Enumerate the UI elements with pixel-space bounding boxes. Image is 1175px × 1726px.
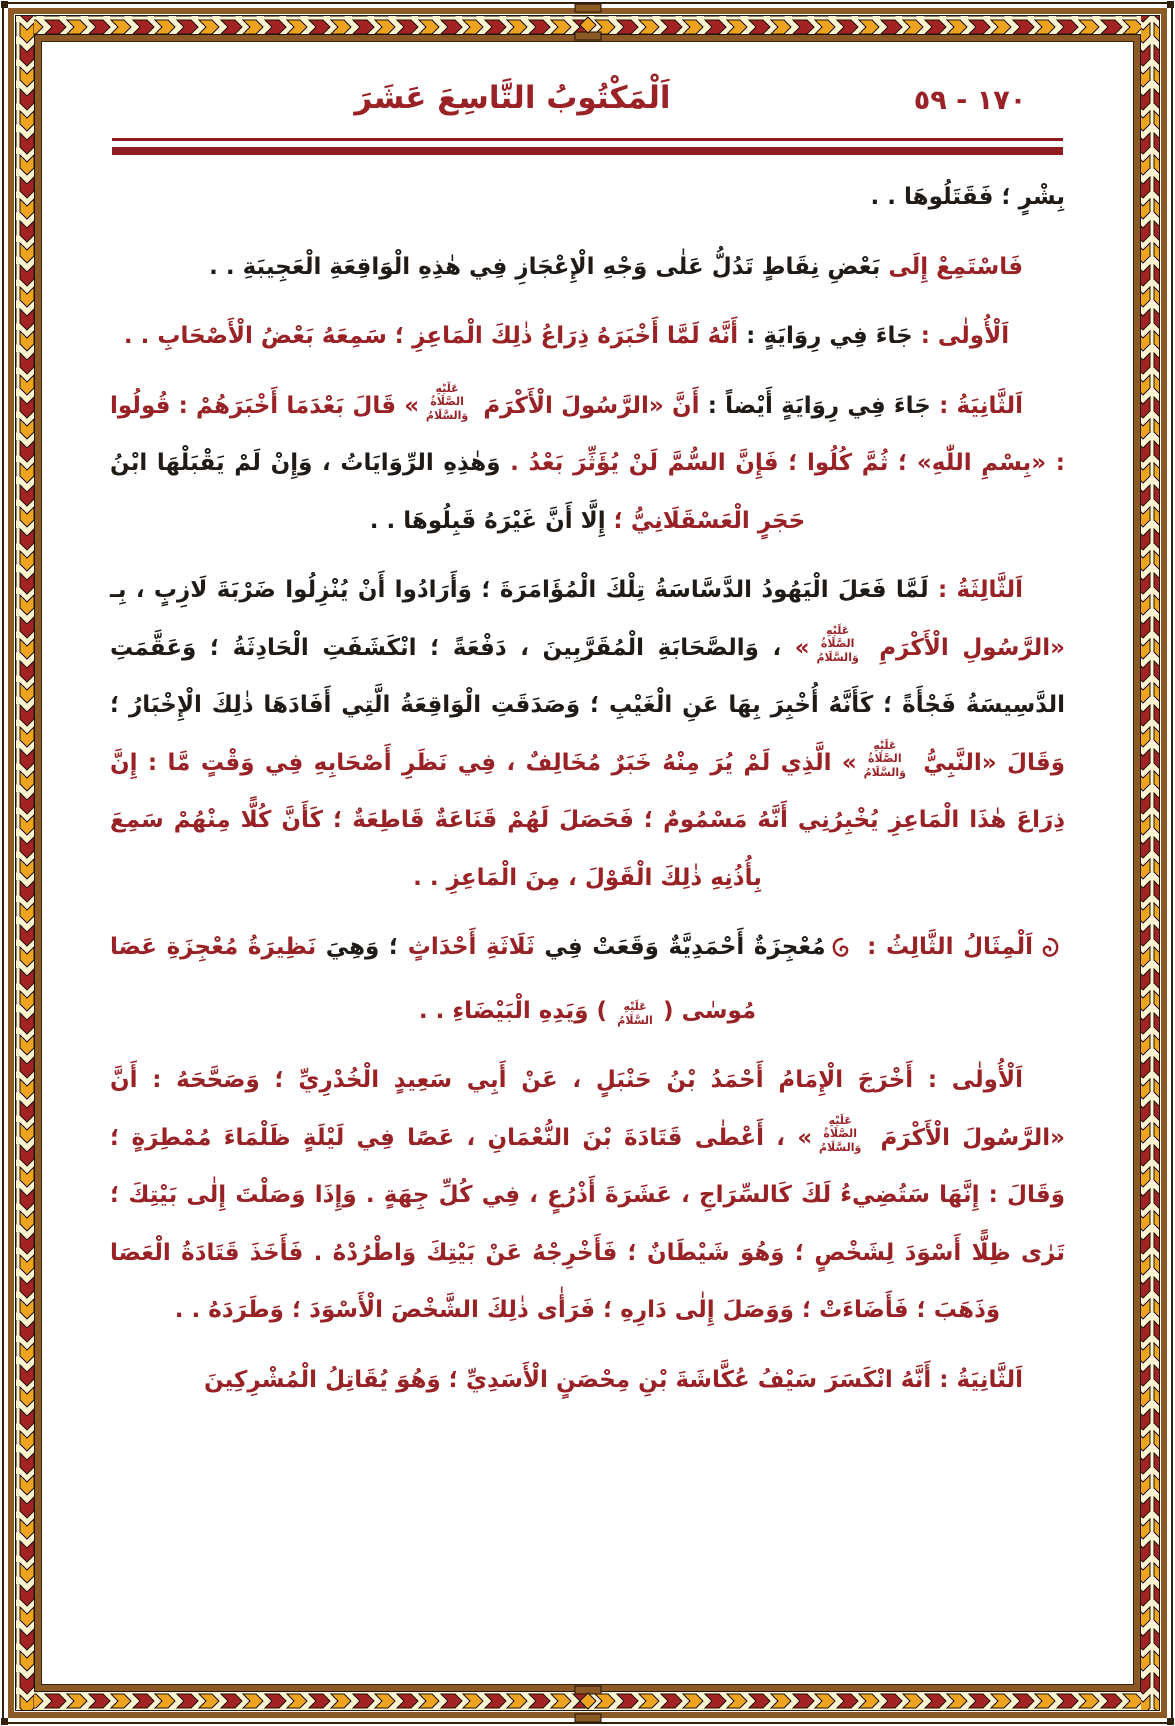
point-label: اَلْأُولٰى : (913, 1067, 1023, 1093)
text-run: جَاءَ فِي رِوَايَةٍ أَيْضاً : (699, 392, 931, 419)
page-content (46, 44, 1129, 1680)
calligraphic-swirl-icon (1037, 925, 1061, 983)
point-label: اَلثَّانِيَةُ : (930, 392, 1023, 419)
page-title: اَلْمَكْتُوبُ التَّاسِعَ عَشَرَ (354, 80, 671, 116)
salawat-calligraphy: عَلَيْهِ الصَّلَاةُ وَالسَّلَامُ (863, 739, 906, 779)
text-run: أَنَّهُ انْكَسَرَ سَيْفُ عُكَّاشَةَ بْنِ مِحْصَنٍ الْأَسَدِيِّ ؛ وَهُوَ يُقَاتِلُ الْمُشْرِكِينَ (203, 1366, 932, 1393)
point-1 (110, 308, 1065, 366)
text-run: نَظِيرَةُ مُعْجِزَةِ عَصَا مُوسٰى ( (110, 934, 757, 1024)
point-label: اَلْأُولٰى : (912, 323, 1010, 349)
text-run: » الَّذِي لَمْ يُرَ مِنْهُ خَبَرٌ مُخَالِفٌ ، فِي نَظَرِ أَصْحَابِهِ فِي وَقْتٍ مَّا : إِنَّ ذِرَاعَ هٰذَا الْمَاعِزِ يُخْبِرُنِي أَنَّهُ مَسْمُومٌ ؛ فَحَصَلَ لَهُمْ قَنَاعَةٌ قَاطِعَةٌ ؛ كَأَنَّ كُلًّا مِنْهُمْ سَمِعَ بِأُذُنِهِ ذٰلِكَ الْقَوْلَ ، مِنَ الْمَاعِزِ . . (110, 749, 1065, 891)
text-run: بَعْضِ نِقَاطٍ تَدُلُّ عَلٰى وَجْهِ الْإِعْجَازِ فِي هٰذِهِ الْوَاقِعَةِ الْعَجِيبَةِ . . (209, 253, 881, 280)
text-run: فَاسْتَمِعْ إِلَى (880, 253, 1023, 280)
salawat-calligraphy: عَلَيْهِ الصَّلَاةُ وَالسَّلَامُ (818, 1114, 862, 1154)
text-run: أَخْرَجَ الْإِمَامُ أَحْمَدُ بْنُ حَنْبَلٍ ، عَنْ أَبِي سَعِيدٍ الْخُدْرِيِّ ؛ وَصَحَّحَهُ : أَنَّ «الرَّسُولَ الْأَكْرَمَ (110, 1067, 1065, 1151)
text-run: » قَالَ بَعْدَمَا أَخْبَرَهُمْ : قُولُوا : «بِسْمِ اللّٰهِ» ؛ ثُمَّ كُلُوا ؛ فَإِنَّ السُّمَّ لَنْ يُؤَثِّرَ بَعْدُ . (110, 392, 1065, 476)
text-run: لَمَّا فَعَلَ الْيَهُودُ الدَّسَّاسَةُ تِلْكَ الْمُؤَامَرَةَ ؛ وَأَرَادُوا أَنْ يُنْزِلُوا ضَرْبَةَ لَازِبٍ ، بِـ (110, 577, 929, 603)
calligraphic-swirl-icon (830, 925, 854, 983)
text-run: أَنَّهُ لَمَّا أَخْبَرَهُ ذِرَاعُ ذٰلِكَ الْمَاعِزِ ؛ سَمِعَهُ بَعْضُ الْأَصْحَابِ . . (123, 323, 739, 349)
paragraph-intro (110, 239, 1065, 297)
salawat-calligraphy: عَلَيْهِ الصَّلَاةُ وَالسَّلَامُ (816, 624, 859, 664)
salawat-calligraphy: عَلَيْهِ الصَّلَاةُ وَالسَّلَامُ (425, 382, 469, 422)
double-rule-divider (112, 138, 1063, 155)
point-label: اَلثَّالِثَةُ : (928, 577, 1023, 603)
page-number: ١٧٠ - ٥٩ (913, 85, 1027, 116)
text-run: ؛ وَهِيَ (316, 934, 408, 960)
text-run: إِلَّا أَنَّ غَيْرَهُ قَبِلُوهَا . . (369, 507, 606, 534)
point-2 (110, 378, 1065, 551)
point-label: اَلثَّانِيَةُ : (931, 1366, 1023, 1393)
event-1 (110, 1052, 1065, 1340)
paragraph-continuation (110, 169, 1065, 227)
text-run: حَجَرٍ الْعَسْقَلَانِيُّ ؛ (605, 507, 806, 534)
event-2 (110, 1352, 1065, 1410)
text-run: أَنَّ «الرَّسُولَ الْأَكْرَمَ (475, 392, 700, 419)
text-run: ) وَيَدِهِ الْبَيْضَاءِ . . (418, 997, 608, 1024)
text-run: «الرَّسُولِ الْأَكْرَمِ (865, 634, 1066, 661)
text-run: بِشْرٍ ؛ فَقَتَلُوهَا . . (870, 184, 1065, 210)
text-run: جَاءَ فِي رِوَايَةٍ : (738, 323, 913, 349)
text-run: مُعْجِزَةٌ أَحْمَدِيَّةٌ وَقَعَتْ فِي (534, 934, 826, 960)
alayhi-salam-calligraphy: عَلَيْهِ السَّلَامُ (617, 1000, 653, 1027)
text-run: وَهٰذِهِ الرِّوَايَاتُ ، وَإِنْ لَمْ يَقْبَلْهَا ابْنُ (110, 450, 501, 476)
section-title: اَلْمِثَالُ الثَّالِثُ : (857, 934, 1034, 960)
text-run: » ، أَعْطٰى قَتَادَةَ بْنَ النُّعْمَانِ ، عَصًا فِي لَيْلَةٍ ظَلْمَاءَ مُمْطِرَةٍ ؛ وَقَالَ : إِنَّهَا سَتُضِيءُ لَكَ كَالسِّرَاجِ ، عَشَرَةَ أَذْرُعٍ ، فِي كُلِّ جِهَةٍ . وَإِذَا وَصَلْتَ إِلٰى بَيْتِكَ ؛ تَرٰى ظِلًّا أَسْوَدَ لِشَخْصٍ ؛ وَهُوَ شَيْطَانٌ ؛ فَأَخْرِجْهُ عَنْ بَيْتِكَ وَاطْرُدْهُ . فَأَخَذَ قَتَادَةُ الْعَصَا وَذَهَبَ ؛ فَأَضَاءَتْ ؛ وَوَصَلَ إِلٰى دَارِهِ ؛ فَرَأٰى ذٰلِكَ الشَّخْصَ الْأَسْوَدَ ؛ وَطَرَدَهُ . . (110, 1124, 1065, 1323)
point-3 (110, 562, 1065, 907)
text-run: وَقَالَ «النَّبِيُّ (912, 749, 1065, 776)
page-header (110, 80, 1065, 116)
text-run: ثَلَاثَةِ أَحْدَاثٍ (407, 934, 535, 960)
text-run: ، وَالصَّحَابَةِ الْمُقَرَّبِينَ ، دَفْعَةً ؛ انْكَشَفَتِ الْحَادِثَةُ ؛ وَعَقَّمَتِ الدَّسِيسَةُ فَجْأَةً ؛ كَأَنَّهُ أُخْبِرَ بِهَا عَنِ الْغَيْبِ ؛ وَصَدَقَتِ الْوَاقِعَةُ الَّتِي أَفَادَهَا ذٰلِكَ الْإِخْبَارُ ؛ (110, 634, 1065, 718)
text-run: » (781, 634, 810, 661)
body-text (110, 169, 1065, 1409)
example-3-heading-paragraph (110, 919, 1065, 1040)
